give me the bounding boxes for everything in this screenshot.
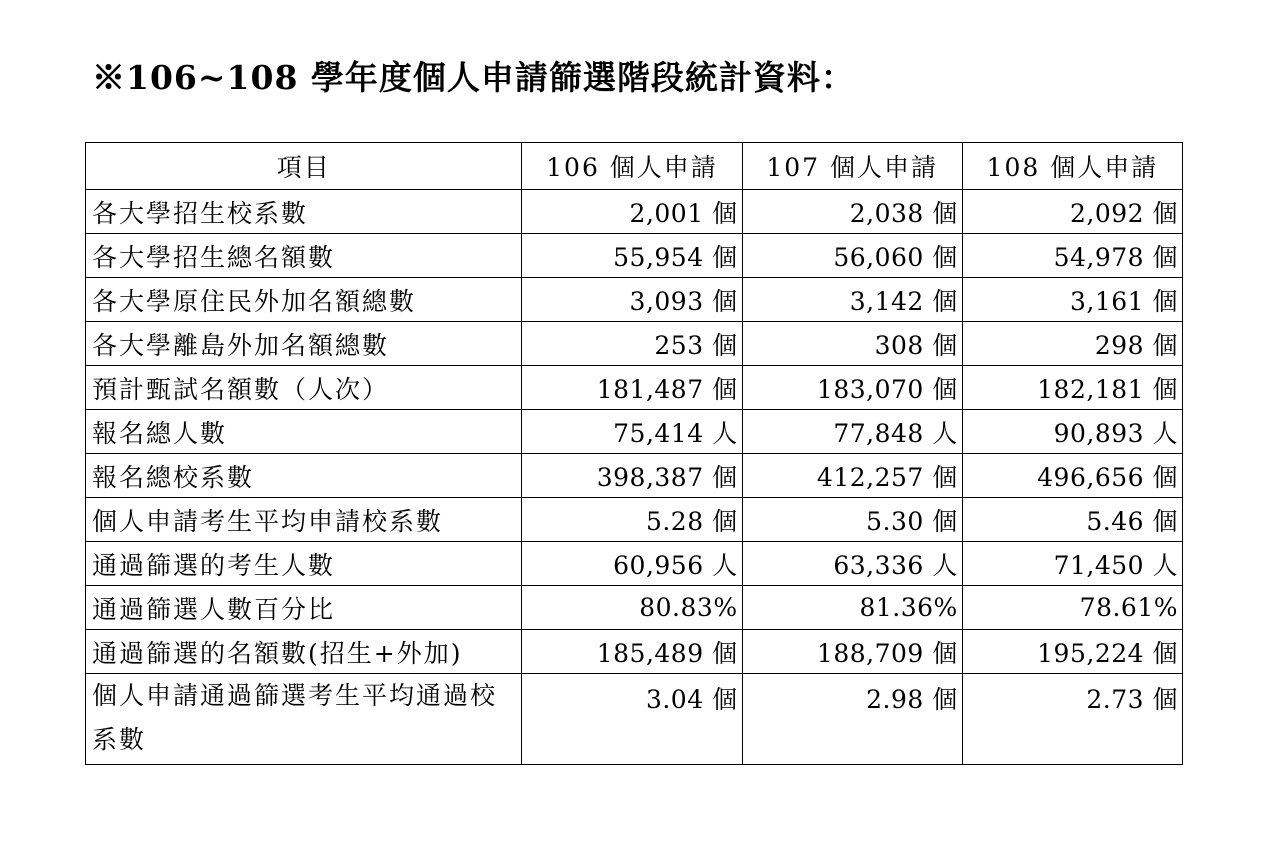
value-108: 71,450 人 bbox=[962, 542, 1182, 586]
header-107: 107 個人申請 bbox=[742, 143, 962, 190]
row-label: 各大學原住民外加名額總數 bbox=[86, 278, 522, 322]
value-108: 90,893 人 bbox=[962, 410, 1182, 454]
header-item: 項目 bbox=[86, 143, 522, 190]
value-106: 60,956 人 bbox=[522, 542, 742, 586]
value-106: 55,954 個 bbox=[522, 234, 742, 278]
value-107: 81.36% bbox=[742, 586, 962, 630]
table-row bbox=[86, 454, 1183, 498]
value-106: 181,487 個 bbox=[522, 366, 742, 410]
header-106: 106 個人申請 bbox=[522, 143, 742, 190]
value-106: 5.28 個 bbox=[522, 498, 742, 542]
value-108: 298 個 bbox=[962, 322, 1182, 366]
value-106: 75,414 人 bbox=[522, 410, 742, 454]
value-106: 3.04 個 bbox=[522, 674, 742, 765]
table-header-row bbox=[86, 143, 1183, 190]
value-108: 2,092 個 bbox=[962, 190, 1182, 234]
table-row bbox=[86, 366, 1183, 410]
value-107: 5.30 個 bbox=[742, 498, 962, 542]
row-label: 通過篩選人數百分比 bbox=[86, 586, 522, 630]
row-label: 各大學離島外加名額總數 bbox=[86, 322, 522, 366]
table-row bbox=[86, 278, 1183, 322]
value-107: 2,038 個 bbox=[742, 190, 962, 234]
value-106: 80.83% bbox=[522, 586, 742, 630]
row-label: 報名總人數 bbox=[86, 410, 522, 454]
row-label: 個人申請通過篩選考生平均通過校系數 bbox=[86, 674, 522, 765]
document-title: ※106~108 學年度個人申請篩選階段統計資料： bbox=[92, 58, 855, 97]
value-107: 308 個 bbox=[742, 322, 962, 366]
value-108: 182,181 個 bbox=[962, 366, 1182, 410]
row-label: 預計甄試名額數（人次） bbox=[86, 366, 522, 410]
statistics-table bbox=[85, 142, 1183, 765]
value-108: 78.61% bbox=[962, 586, 1182, 630]
table-row bbox=[86, 410, 1183, 454]
value-108: 5.46 個 bbox=[962, 498, 1182, 542]
value-108: 195,224 個 bbox=[962, 630, 1182, 674]
value-107: 3,142 個 bbox=[742, 278, 962, 322]
table-row bbox=[86, 498, 1183, 542]
table-row bbox=[86, 190, 1183, 234]
row-label: 通過篩選的考生人數 bbox=[86, 542, 522, 586]
table-header bbox=[86, 143, 1183, 190]
row-label: 各大學招生總名額數 bbox=[86, 234, 522, 278]
row-label: 個人申請考生平均申請校系數 bbox=[86, 498, 522, 542]
value-106: 3,093 個 bbox=[522, 278, 742, 322]
table-row bbox=[86, 674, 1183, 765]
value-106: 253 個 bbox=[522, 322, 742, 366]
value-108: 496,656 個 bbox=[962, 454, 1182, 498]
value-107: 412,257 個 bbox=[742, 454, 962, 498]
value-106: 2,001 個 bbox=[522, 190, 742, 234]
value-107: 183,070 個 bbox=[742, 366, 962, 410]
table-body bbox=[86, 190, 1183, 765]
value-107: 56,060 個 bbox=[742, 234, 962, 278]
value-106: 398,387 個 bbox=[522, 454, 742, 498]
table-row bbox=[86, 586, 1183, 630]
value-106: 185,489 個 bbox=[522, 630, 742, 674]
row-label: 各大學招生校系數 bbox=[86, 190, 522, 234]
value-107: 63,336 人 bbox=[742, 542, 962, 586]
value-108: 3,161 個 bbox=[962, 278, 1182, 322]
table-row bbox=[86, 542, 1183, 586]
value-107: 77,848 人 bbox=[742, 410, 962, 454]
value-107: 188,709 個 bbox=[742, 630, 962, 674]
value-108: 2.73 個 bbox=[962, 674, 1182, 765]
table-row bbox=[86, 234, 1183, 278]
table-row bbox=[86, 322, 1183, 366]
header-108: 108 個人申請 bbox=[962, 143, 1182, 190]
table-row bbox=[86, 630, 1183, 674]
row-label: 通過篩選的名額數(招生+外加) bbox=[86, 630, 522, 674]
row-label: 報名總校系數 bbox=[86, 454, 522, 498]
value-107: 2.98 個 bbox=[742, 674, 962, 765]
value-108: 54,978 個 bbox=[962, 234, 1182, 278]
